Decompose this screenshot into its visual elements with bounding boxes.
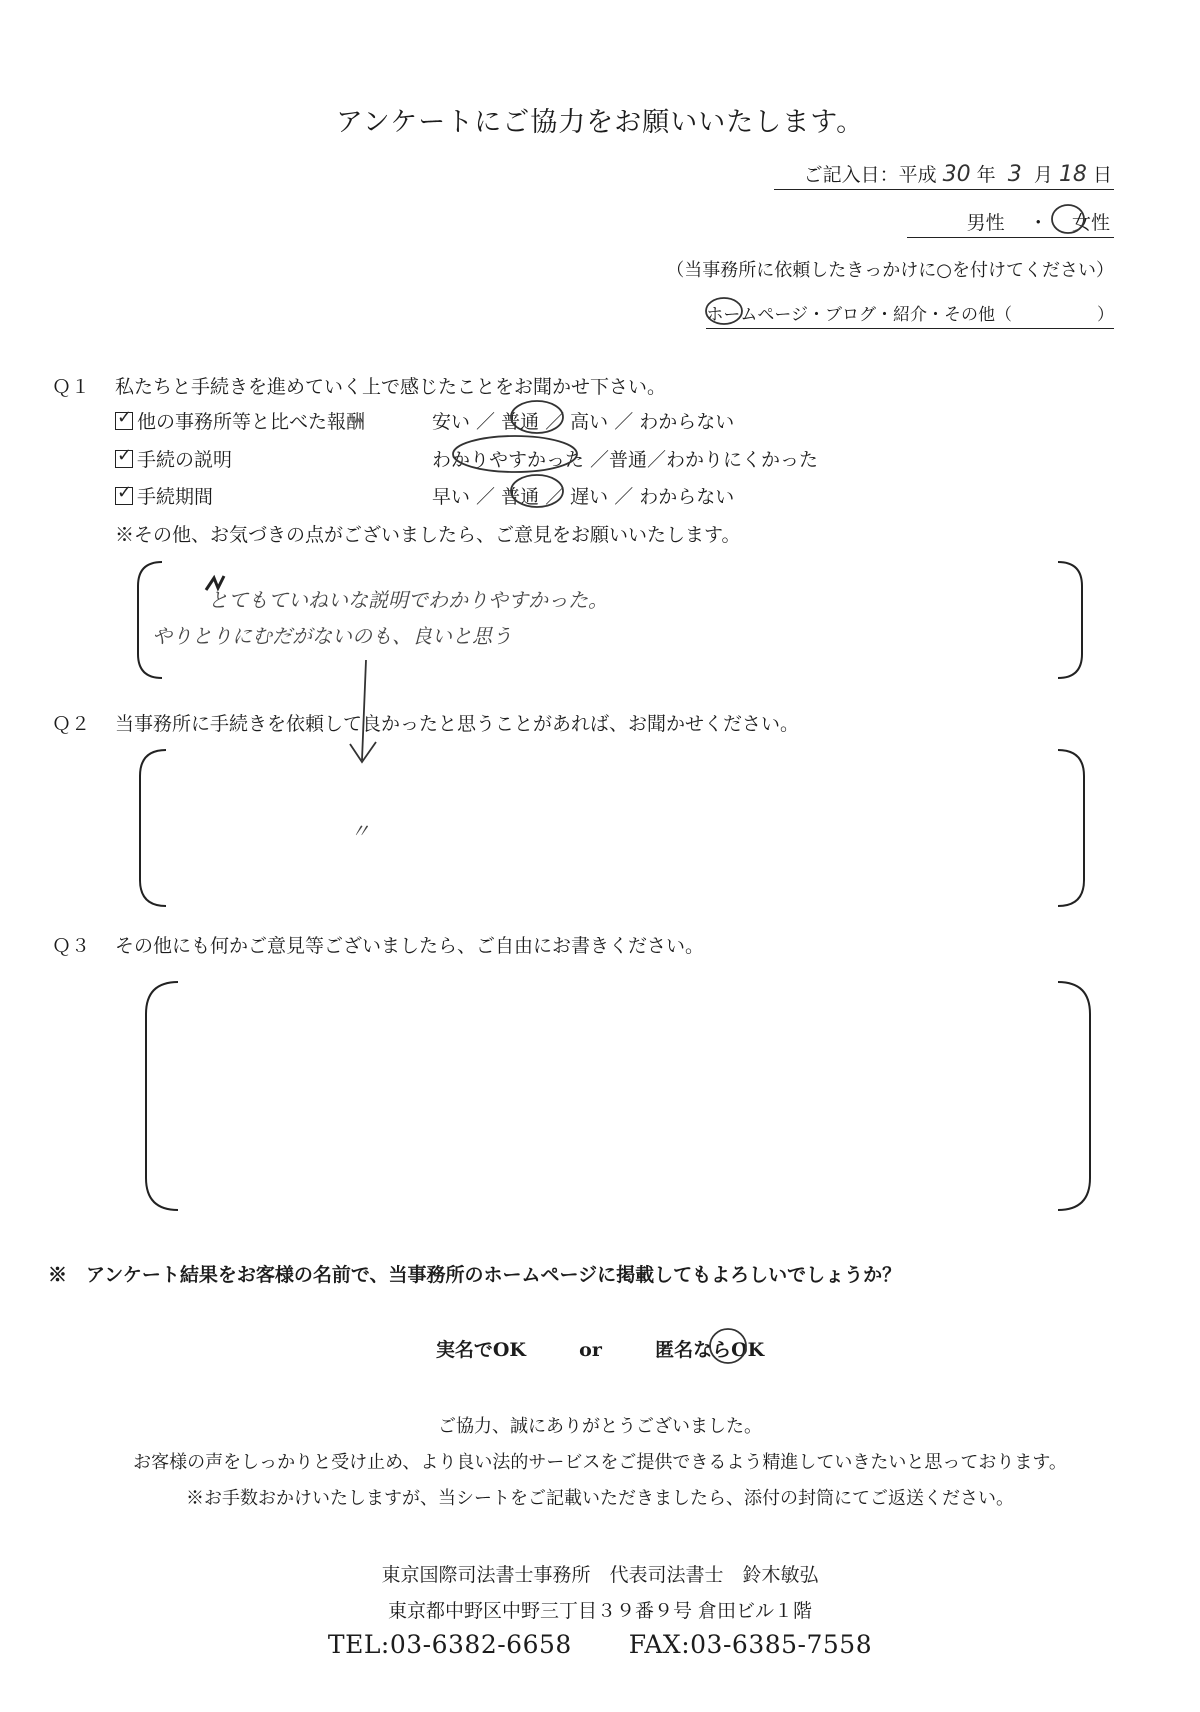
- q1-question: 私たちと手続きを進めていく上で感じたことをお聞かせ下さい。: [115, 376, 667, 398]
- entry-date-year-unit: 年: [976, 164, 996, 186]
- q1-item-explanation[interactable]: [115, 445, 232, 472]
- q1-note: ※その他、お気づきの点がございましたら、ご意見をお願いいたします。: [115, 524, 741, 546]
- office-tel: TEL:03-6382-6658: [327, 1630, 572, 1659]
- page-title: アンケートにご協力をお願いいたします。: [335, 107, 865, 138]
- q3-bracket-right: [1058, 982, 1090, 1210]
- closing-instruction: ※お手数おかけいたしますが、当シートをご記載いただきましたら、添付の封筒にてご返送ください。: [186, 1488, 1014, 1509]
- q1-item-duration-label: 手続期間: [137, 486, 214, 508]
- closing-message: お客様の声をしっかりと受け止め、より良い法的サービスをご提供できるよう精進していきたいと思っております。: [133, 1452, 1067, 1473]
- trigger-note: （当事務所に依頼したきっかけに○を付けてください）: [666, 260, 1114, 281]
- office-contact: [0, 1630, 1200, 1659]
- entry-date-month[interactable]: 3: [1007, 162, 1022, 187]
- checkbox-icon[interactable]: [115, 487, 133, 505]
- gender-choice: [907, 208, 1114, 238]
- q1-bracket-right: [1058, 562, 1082, 678]
- option-real-name[interactable]: 実名でOK: [435, 1339, 526, 1361]
- q1-item-fee[interactable]: [115, 407, 365, 434]
- q1-label: Ｑ１: [52, 376, 91, 398]
- q3-bracket-left: [146, 982, 178, 1210]
- q2-bracket-right: [1058, 750, 1084, 906]
- q3-question: その他にも何かご意見等ございましたら、ご自由にお書きください。: [115, 935, 705, 957]
- q2-bracket-left: [140, 750, 166, 906]
- office-name: 東京国際司法書士事務所 代表司法書士 鈴木敏弘: [381, 1564, 819, 1586]
- checkbox-icon[interactable]: [115, 450, 133, 468]
- q2-label: Ｑ２: [52, 713, 91, 735]
- q1-handwritten-comment-1[interactable]: とてもていねいな説明でわかりやすかった。: [208, 588, 608, 612]
- entry-date: [774, 160, 1114, 190]
- option-or: or: [579, 1339, 602, 1361]
- entry-date-label: ご記入日：平成: [803, 164, 937, 186]
- q2-question: 当事務所に手続きを依頼して良かったと思うことがあれば、お聞かせください。: [115, 713, 800, 735]
- entry-date-year[interactable]: 30: [942, 162, 971, 187]
- q2-handwritten-ditto[interactable]: 〃: [350, 819, 370, 843]
- entry-date-day-unit: 日: [1092, 164, 1112, 186]
- gender-separator: ・: [1028, 212, 1048, 234]
- option-anonymous[interactable]: 匿名ならOK: [655, 1339, 765, 1361]
- q1-item-explanation-label: 手続の説明: [137, 449, 233, 471]
- q1-item-duration[interactable]: [115, 482, 213, 509]
- q3-label: Ｑ３: [52, 935, 91, 957]
- q1-item-explanation-options[interactable]: わかりやすかった ／普通／わかりにくかった: [432, 449, 819, 471]
- gender-male[interactable]: 男性: [966, 212, 1005, 234]
- checkbox-icon[interactable]: [115, 412, 133, 430]
- gender-female[interactable]: 女性: [1071, 212, 1110, 234]
- q1-item-duration-options[interactable]: 早い ／ 普通 ／ 遅い ／ わからない: [432, 486, 735, 508]
- office-fax: FAX:03-6385-7558: [628, 1630, 873, 1659]
- entry-date-month-unit: 月: [1033, 164, 1053, 186]
- q1-item-fee-options[interactable]: 安い ／ 普通 ／ 高い ／ わからない: [432, 411, 735, 433]
- closing-thanks: ご協力、誠にありがとうございました。: [438, 1416, 762, 1437]
- trigger-options[interactable]: ホームページ・ブログ・紹介・その他（ ）: [706, 300, 1114, 329]
- q1-item-fee-label: 他の事務所等と比べた報酬: [137, 411, 366, 433]
- entry-date-day[interactable]: 18: [1058, 162, 1087, 187]
- office-address: 東京都中野区中野三丁目３９番９号 倉田ビル１階: [387, 1600, 813, 1622]
- q1-handwritten-comment-2[interactable]: やりとりにむだがないのも、良いと思う: [152, 624, 512, 648]
- consent-question: ※ アンケート結果をお客様の名前で、当事務所のホームページに掲載してもよろしいでしょうか？: [48, 1264, 902, 1286]
- consent-options: [0, 1335, 1200, 1362]
